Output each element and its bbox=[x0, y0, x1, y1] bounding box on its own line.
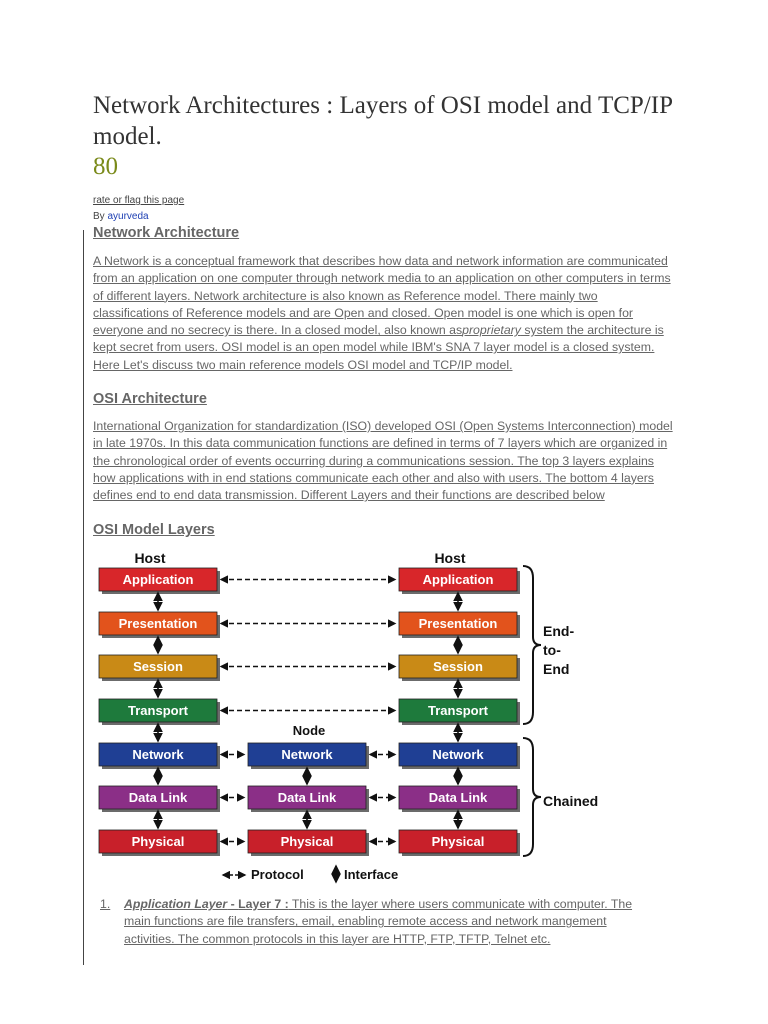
left-rule bbox=[83, 230, 84, 965]
end-to-end-label: End bbox=[543, 661, 570, 677]
by-label: By bbox=[93, 211, 105, 222]
page-title: Network Architectures : Layers of OSI model and TCP/IP model. bbox=[93, 92, 673, 150]
layer-label-data_link-left: Data Link bbox=[128, 790, 188, 805]
legend-protocol-label: Protocol bbox=[251, 867, 304, 882]
list-sep: - bbox=[227, 897, 239, 911]
layer-label-application-left: Application bbox=[122, 572, 194, 587]
list-text: This is the layer where users communicate with computer. The main functions are file transfers, email, enabling remote access and network mangement activities. The common protocols in this layer are HTTP, FTP, TFTP, Telnet etc. bbox=[124, 897, 633, 946]
list-number: 1. bbox=[100, 897, 111, 911]
host-left-label: Host bbox=[134, 550, 166, 566]
score: 80 bbox=[93, 153, 118, 180]
byline bbox=[93, 211, 149, 222]
legend-interface-label: Interface bbox=[344, 867, 399, 882]
node-label: Node bbox=[292, 723, 326, 738]
author-link[interactable]: ayurveda bbox=[107, 211, 149, 222]
layer-label-network-right: Network bbox=[432, 747, 484, 762]
heading-osi-model-layers: OSI Model Layers bbox=[93, 522, 215, 538]
layer-label-session-left: Session bbox=[133, 659, 183, 674]
layer-label-network-mid: Network bbox=[281, 747, 333, 762]
end-to-end-label: to- bbox=[543, 642, 561, 658]
layer-label-network-left: Network bbox=[132, 747, 184, 762]
network-architecture-paragraph bbox=[93, 253, 673, 374]
end-to-end-brace bbox=[523, 566, 541, 724]
layer-label-transport-right: Transport bbox=[428, 703, 488, 718]
layer-label-physical-mid: Physical bbox=[280, 834, 334, 849]
layer-label-application-right: Application bbox=[422, 572, 494, 587]
layer-label-presentation-right: Presentation bbox=[418, 616, 498, 631]
heading-osi-architecture: OSI Architecture bbox=[93, 391, 207, 407]
rate-or-flag-link[interactable]: rate or flag this page bbox=[93, 195, 185, 206]
osi-layers-diagram bbox=[93, 548, 643, 888]
layer-label-physical-left: Physical bbox=[131, 834, 185, 849]
layer-label-data_link-mid: Data Link bbox=[277, 790, 337, 805]
host-right-label: Host bbox=[434, 550, 466, 566]
na-text-2: system the architecture is kept secret from users. OSI model is an open model while IBM's SNA 7 layer model is a closed system. Here Let's discuss two main reference models OSI model and TCP/IP model. bbox=[93, 323, 664, 372]
chained-brace bbox=[523, 738, 541, 856]
na-text-1: A Network is a conceptual framework that describes how data and network information are communicated from an application on one computer through network media to an application on other computers in terms of different layers. Network architecture is also known as Reference model. There mainly two classifications of Reference models and are Open and closed. Open model is one which is open for everyone and no secrecy is there. In a closed model, also known as bbox=[93, 254, 671, 338]
layer-label-physical-right: Physical bbox=[431, 834, 485, 849]
layer-label-session-right: Session bbox=[433, 659, 483, 674]
layer-label-data_link-right: Data Link bbox=[428, 790, 488, 805]
list-body bbox=[124, 896, 644, 948]
end-to-end-label: End- bbox=[543, 623, 575, 639]
list-layer: Layer 7 : bbox=[238, 897, 289, 911]
na-italic: proprietary bbox=[462, 323, 521, 338]
heading-network-architecture: Network Architecture bbox=[93, 225, 240, 241]
chained-label: Chained bbox=[543, 793, 599, 809]
layer-label-presentation-left: Presentation bbox=[118, 616, 198, 631]
list-title: Application Layer bbox=[124, 897, 228, 911]
osi-architecture-paragraph: International Organization for standardization (ISO) developed OSI (Open Systems Interconnection) model in late 1970s. In this data communication functions are defined in terms of 7 layers which are organized in the chronological order of events occurring during a communications session. The top 3 layers explains how applications with in end stations communicate each other and also with users. The bottom 4 layers defines end to end data transmission. Different Layers and their functions are described below bbox=[93, 419, 673, 503]
layer-label-transport-left: Transport bbox=[128, 703, 188, 718]
